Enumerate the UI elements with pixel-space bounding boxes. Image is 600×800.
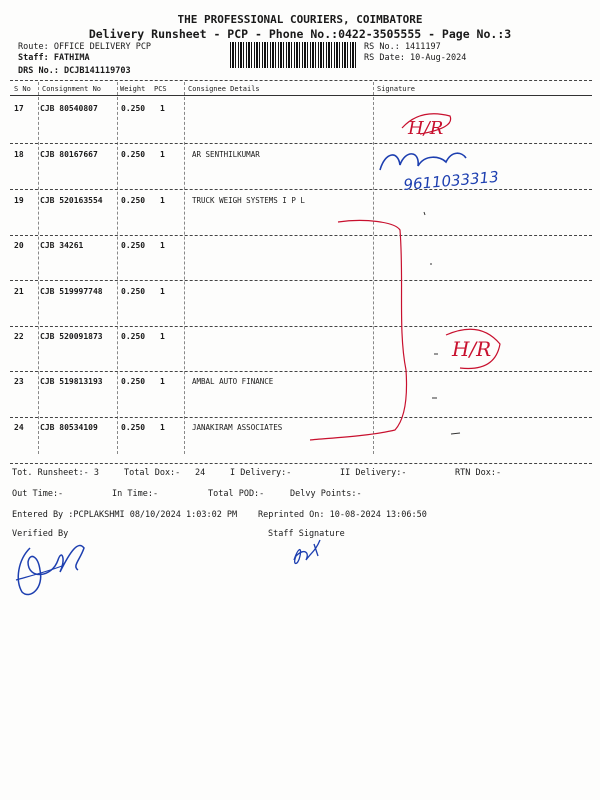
row-sno: 18 <box>14 150 24 159</box>
total-pod: Total POD:- <box>208 489 265 499</box>
row-sno: 24 <box>14 423 24 432</box>
i-delivery: I Delivery:- <box>230 468 292 478</box>
ii-delivery: II Delivery:- <box>340 468 407 478</box>
row-consignment: CJB 519813193 <box>40 377 103 386</box>
row-pcs: 1 <box>160 423 165 432</box>
rs-date: RS Date: 10-Aug-2024 <box>364 53 467 63</box>
delvy-points: Delvy Points:- <box>290 489 362 499</box>
rs-number: RS No.: 1411197 <box>364 42 441 52</box>
row-consignee: AMBAL AUTO FINANCE <box>192 377 274 386</box>
row-weight: 0.250 <box>121 332 146 341</box>
row-sno: 21 <box>14 287 24 296</box>
rtn-dox: RTN Dox:- <box>455 468 502 478</box>
col-sno: S No <box>14 85 31 93</box>
col-consignment: Consignment No <box>42 85 102 93</box>
row-weight: 0.250 <box>121 287 146 296</box>
row-pcs: 1 <box>160 332 165 341</box>
row-consignee: TRUCK WEIGH SYSTEMS I P L <box>192 196 305 205</box>
row-weight: 0.250 <box>121 196 146 205</box>
hr-mark-22: H/R <box>452 337 492 361</box>
row-consignment: CJB 80167667 <box>40 150 98 159</box>
signature-scribble-18 <box>380 153 466 170</box>
col-pcs: PCS <box>154 85 167 93</box>
total-dox-label: Total Dox:- <box>124 468 181 478</box>
row-sno: 17 <box>14 104 24 113</box>
col-consignee: Consignee Details <box>188 85 260 93</box>
verified-by-label: Verified By <box>12 529 69 539</box>
row-pcs: 1 <box>160 241 165 250</box>
row-weight: 0.250 <box>121 423 146 432</box>
out-time: Out Time:- <box>12 489 64 499</box>
runsheet-subtitle: Delivery Runsheet - PCP - Phone No.:0422-3505555 - Page No.:3 <box>88 27 512 41</box>
staff-signature <box>294 540 320 564</box>
row-consignment: CJB 34261 <box>40 241 84 250</box>
tot-runsheet: Tot. Runsheet:- 3 <box>12 468 99 478</box>
staff-signature-label: Staff Signature <box>268 529 345 539</box>
row-pcs: 1 <box>160 196 165 205</box>
row-sno: 19 <box>14 196 24 205</box>
red-bracket <box>310 220 407 440</box>
row-pcs: 1 <box>160 104 165 113</box>
row-consignee: AR SENTHILKUMAR <box>192 150 260 159</box>
entered-by: Entered By :PCPLAKSHMI 08/10/2024 1:03:02 PM <box>12 510 238 520</box>
col-weight: Weight <box>120 85 146 93</box>
tick-mark <box>424 212 425 215</box>
row-consignment: CJB 520091873 <box>40 332 103 341</box>
row-weight: 0.250 <box>121 377 146 386</box>
row-pcs: 1 <box>160 150 165 159</box>
row-consignee: JANAKIRAM ASSOCIATES <box>192 423 283 432</box>
in-time: In Time:- <box>112 489 159 499</box>
row-sno: 20 <box>14 241 24 250</box>
total-dox-value: 24 <box>195 468 206 478</box>
staff-label: Staff: FATHIMA <box>18 53 90 63</box>
tick-mark <box>451 433 460 434</box>
col-signature: Signature <box>377 85 415 93</box>
row-consignment: CJB 519997748 <box>40 287 103 296</box>
row-consignment: CJB 80534109 <box>40 423 98 432</box>
drs-number: DRS No.: DCJB141119703 <box>18 66 131 76</box>
route-label: Route: OFFICE DELIVERY PCP <box>18 42 152 52</box>
row-sno: 23 <box>14 377 24 386</box>
phone-mark-18: 9611033313 <box>402 167 500 194</box>
reprinted-on: Reprinted On: 10-08-2024 13:06:50 <box>258 510 427 520</box>
row-weight: 0.250 <box>121 104 146 113</box>
row-sno: 22 <box>14 332 24 341</box>
hr-mark-17: H/R <box>408 118 444 139</box>
row-consignment: CJB 80540807 <box>40 104 98 113</box>
row-weight: 0.250 <box>121 241 146 250</box>
row-pcs: 1 <box>160 377 165 386</box>
row-consignment: CJB 520163554 <box>40 196 103 205</box>
row-weight: 0.250 <box>121 150 146 159</box>
company-title: THE PROFESSIONAL COURIERS, COIMBATORE <box>177 13 423 26</box>
row-pcs: 1 <box>160 287 165 296</box>
